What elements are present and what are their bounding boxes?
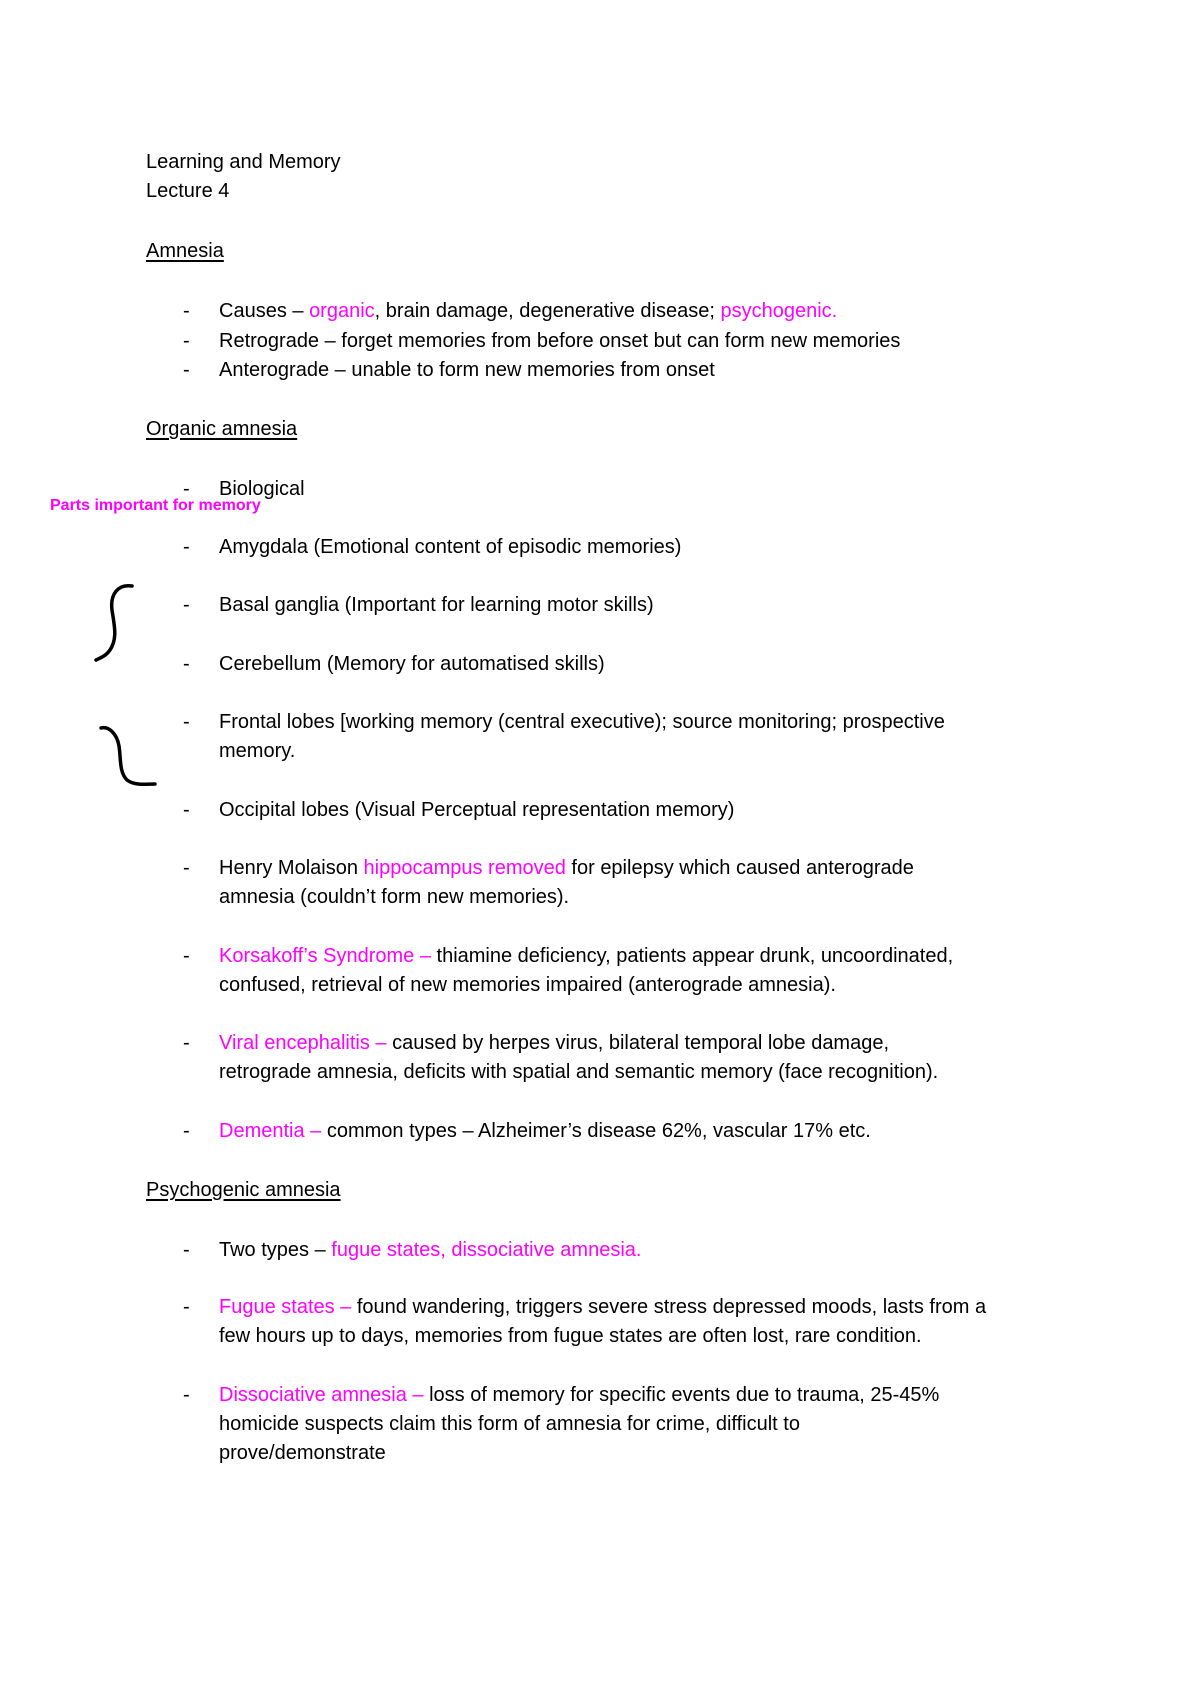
- types-text: Two types –: [219, 1239, 332, 1261]
- bullet-dash: -: [183, 478, 190, 500]
- margin-note-parts-important: Parts important for memory: [50, 497, 261, 514]
- henry-text-2: for epilepsy which caused anterograde: [565, 857, 914, 879]
- fugue-highlight: Fugue states –: [219, 1296, 357, 1318]
- handwritten-bracket-top: [90, 580, 140, 670]
- bullet-dash: -: [183, 653, 190, 675]
- list-item-two-types: [219, 1236, 641, 1264]
- causes-psychogenic-highlight: psychogenic.: [720, 300, 838, 322]
- bullet-dash: -: [183, 1296, 190, 1318]
- list-item-frontal-lobes-cont: memory.: [219, 740, 296, 762]
- handwritten-bracket-bottom: [95, 722, 165, 790]
- korsakoff-text: thiamine deficiency, patients appear drunk, uncoordinated,: [436, 945, 954, 967]
- document-title: Learning and Memory: [146, 151, 341, 173]
- list-item-dissociative-amnesia: [219, 1381, 939, 1409]
- dissociative-highlight: Dissociative amnesia –: [219, 1384, 430, 1406]
- bullet-dash: -: [183, 799, 190, 821]
- causes-organic-highlight: organic: [309, 300, 375, 322]
- list-item-biological: Biological: [219, 478, 305, 500]
- list-item-korsakoff-cont: confused, retrieval of new memories impaired (anterograde amnesia).: [219, 974, 836, 996]
- list-item-fugue-states: [219, 1293, 986, 1321]
- viral-highlight: Viral encephalitis –: [219, 1032, 393, 1054]
- lecture-label: Lecture 4: [146, 180, 230, 202]
- bullet-dash: -: [183, 857, 190, 879]
- types-highlight: fugue states, dissociative amnesia.: [331, 1239, 642, 1261]
- list-item-occipital-lobes: Occipital lobes (Visual Perceptual representation memory): [219, 799, 735, 821]
- dissociative-text: loss of memory for specific events due to trauma, 25-45%: [429, 1384, 940, 1406]
- list-item-anterograde: Anterograde – unable to form new memories from onset: [219, 359, 715, 381]
- bullet-dash: -: [183, 1120, 190, 1142]
- bullet-dash: -: [183, 711, 190, 733]
- section-heading-amnesia: Amnesia: [146, 240, 224, 262]
- korsakoff-highlight: Korsakoff’s Syndrome –: [219, 945, 437, 967]
- list-item-cerebellum: Cerebellum (Memory for automatised skills): [219, 653, 605, 675]
- causes-text-2: , brain damage, degenerative disease;: [374, 300, 721, 322]
- list-item-causes: [219, 297, 837, 325]
- list-item-korsakoff: [219, 942, 953, 970]
- bullet-dash: -: [183, 300, 190, 322]
- list-item-dementia: [219, 1117, 871, 1145]
- bullet-dash: -: [183, 945, 190, 967]
- causes-text: Causes –: [219, 300, 310, 322]
- list-item-viral-encephalitis-cont: retrograde amnesia, deficits with spatial and semantic memory (face recognition).: [219, 1061, 939, 1083]
- henry-text: Henry Molaison: [219, 857, 364, 879]
- hippocampus-highlight: hippocampus removed: [363, 857, 566, 879]
- bullet-dash: -: [183, 536, 190, 558]
- list-item-basal-ganglia: Basal ganglia (Important for learning motor skills): [219, 594, 654, 616]
- list-item-dissociative-amnesia-cont-2: prove/demonstrate: [219, 1442, 386, 1464]
- list-item-henry-molaison-cont: amnesia (couldn’t form new memories).: [219, 886, 570, 908]
- list-item-dissociative-amnesia-cont: homicide suspects claim this form of amnesia for crime, difficult to: [219, 1413, 800, 1435]
- bullet-dash: -: [183, 1384, 190, 1406]
- section-heading-psychogenic-amnesia: Psychogenic amnesia: [146, 1179, 341, 1201]
- bullet-dash: -: [183, 359, 190, 381]
- bullet-dash: -: [183, 1032, 190, 1054]
- section-heading-organic-amnesia: Organic amnesia: [146, 418, 298, 440]
- list-item-frontal-lobes: Frontal lobes [working memory (central executive); source monitoring; prospective: [219, 711, 945, 733]
- fugue-text: found wandering, triggers severe stress depressed moods, lasts from a: [356, 1296, 987, 1318]
- bullet-dash: -: [183, 594, 190, 616]
- bullet-dash: -: [183, 330, 190, 352]
- viral-text: caused by herpes virus, bilateral temporal lobe damage,: [392, 1032, 890, 1054]
- list-item-amygdala: Amygdala (Emotional content of episodic memories): [219, 536, 682, 558]
- list-item-retrograde: Retrograde – forget memories from before onset but can form new memories: [219, 330, 901, 352]
- list-item-henry-molaison: [219, 854, 914, 882]
- list-item-fugue-states-cont: few hours up to days, memories from fugue states are often lost, rare condition.: [219, 1325, 922, 1347]
- bullet-dash: -: [183, 1239, 190, 1261]
- list-item-viral-encephalitis: [219, 1029, 889, 1057]
- dementia-highlight: Dementia –: [219, 1120, 327, 1142]
- dementia-text: common types – Alzheimer’s disease 62%, vascular 17% etc.: [326, 1120, 871, 1142]
